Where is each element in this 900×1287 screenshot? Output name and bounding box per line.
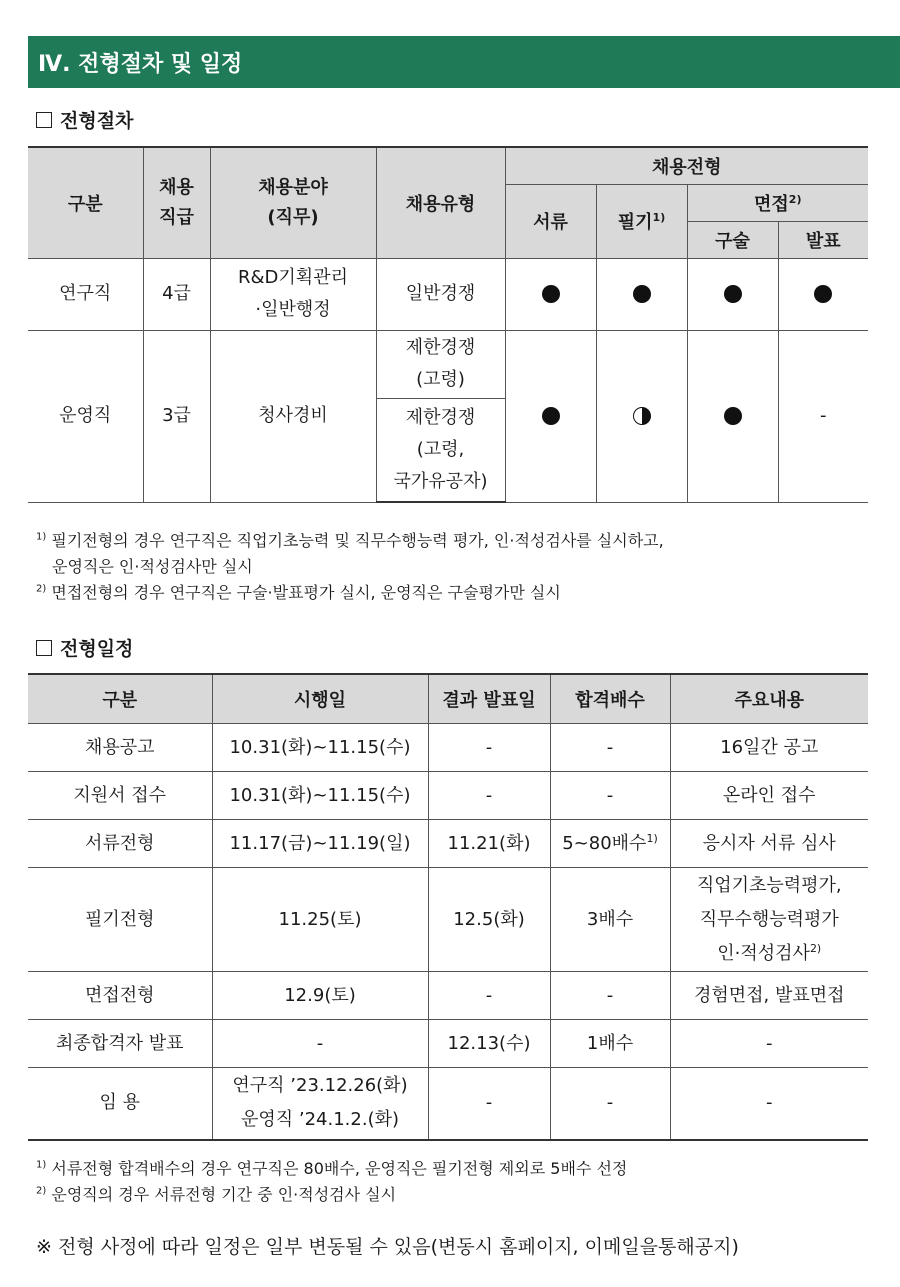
header-stages: 채용전형 (505, 147, 868, 184)
header-type: 채용유형 (376, 147, 505, 258)
table-row (28, 330, 868, 398)
table-row (28, 1020, 868, 1068)
cell-category: 운영직 (28, 330, 143, 502)
cell-document (505, 330, 596, 502)
cell-category: 면접전형 (28, 972, 212, 1020)
cell-date: 11.25(토) (212, 868, 428, 972)
cell-written (596, 330, 687, 502)
procedure-title-text: 전형절차 (60, 110, 134, 132)
checkbox-square-icon (36, 112, 52, 128)
procedure-title (36, 106, 133, 133)
table-row (28, 972, 868, 1020)
table-row (28, 1068, 868, 1140)
cell-multiple: - (550, 972, 670, 1020)
header-content: 주요내용 (670, 674, 868, 724)
table-row (28, 724, 868, 772)
cell-result: - (428, 772, 550, 820)
cell-category: 연구직 (28, 258, 143, 330)
header-interview: 면접$^{2)}$ (687, 184, 868, 221)
cell-oral (687, 330, 778, 502)
cell-type: 일반경쟁 (376, 258, 505, 330)
cell-content: 직업기초능력평가, 직무수행능력평가 인·적성검사$^{2)}$ (670, 868, 868, 972)
cell-date: - (212, 1020, 428, 1068)
cell-content: - (670, 1020, 868, 1068)
cell-category: 필기전형 (28, 868, 212, 972)
procedure-notes (36, 528, 664, 606)
cell-category: 임 용 (28, 1068, 212, 1140)
schedule-notes (36, 1156, 627, 1208)
cell-content: - (670, 1068, 868, 1140)
cell-result: 12.5(화) (428, 868, 550, 972)
header-category: 구분 (28, 147, 143, 258)
cell-grade: 4급 (143, 258, 210, 330)
final-note: ※ 전형 사정에 따라 일정은 일부 변동될 수 있음(변동시 홈페이지, 이메일을통해공지) (36, 1236, 739, 1258)
cell-date: 10.31(화)~11.15(수) (212, 772, 428, 820)
header-written: 필기$^{1)}$ (596, 184, 687, 258)
cell-content: 온라인 접수 (670, 772, 868, 820)
header-presentation: 발표 (778, 221, 868, 258)
cell-result: - (428, 1068, 550, 1140)
header-grade: 채용 직급 (143, 147, 210, 258)
header-category: 구분 (28, 674, 212, 724)
cell-oral (687, 258, 778, 330)
cell-category: 서류전형 (28, 820, 212, 868)
header-oral: 구술 (687, 221, 778, 258)
schedule-table (28, 673, 868, 1141)
table-row (28, 820, 868, 868)
cell-presentation (778, 258, 868, 330)
cell-content: 응시자 서류 심사 (670, 820, 868, 868)
cell-result: 11.21(화) (428, 820, 550, 868)
note-2: $^{2)}$ 운영직의 경우 서류전형 기간 중 인·적성검사 실시 (36, 1185, 397, 1204)
cell-result: - (428, 972, 550, 1020)
cell-date: 연구직 ’23.12.26(화) 운영직 ’24.1.2.(화) (212, 1068, 428, 1140)
cell-result: - (428, 724, 550, 772)
section-header: Ⅳ. 전형절차 및 일정 (28, 36, 900, 88)
cell-grade: 3급 (143, 330, 210, 502)
cell-field: 청사경비 (210, 330, 376, 502)
cell-content: 경험면접, 발표면접 (670, 972, 868, 1020)
header-field: 채용분야 (직무) (210, 147, 376, 258)
cell-content: 16일간 공고 (670, 724, 868, 772)
cell-category: 최종합격자 발표 (28, 1020, 212, 1068)
cell-multiple: - (550, 772, 670, 820)
cell-multiple: - (550, 724, 670, 772)
cell-field: R&D기획관리 ·일반행정 (210, 258, 376, 330)
cell-type-1: 제한경쟁 (고령) (376, 330, 505, 398)
cell-written (596, 258, 687, 330)
table-row (28, 772, 868, 820)
cell-date: 10.31(화)~11.15(수) (212, 724, 428, 772)
header-document: 서류 (505, 184, 596, 258)
cell-category: 채용공고 (28, 724, 212, 772)
cell-result: 12.13(수) (428, 1020, 550, 1068)
note-1: $^{1)}$ 필기전형의 경우 연구직은 직업기초능력 및 직무수행능력 평가, 인·적성검사를 실시하고, (36, 531, 664, 550)
note-1-cont: 운영직은 인·적성검사만 실시 (52, 557, 253, 576)
cell-category: 지원서 접수 (28, 772, 212, 820)
header-multiple: 합격배수 (550, 674, 670, 724)
table-row (28, 868, 868, 972)
cell-date: 11.17(금)~11.19(일) (212, 820, 428, 868)
half-circle-icon (633, 407, 651, 425)
cell-date: 12.9(토) (212, 972, 428, 1020)
cell-multiple: 1배수 (550, 1020, 670, 1068)
filled-circle-icon (542, 285, 560, 303)
header-result: 결과 발표일 (428, 674, 550, 724)
filled-circle-icon (724, 407, 742, 425)
table-row (28, 258, 868, 330)
procedure-table (28, 146, 868, 503)
note-2: $^{2)}$ 면접전형의 경우 연구직은 구술·발표평가 실시, 운영직은 구술평가만 실시 (36, 583, 561, 602)
filled-circle-icon (542, 407, 560, 425)
cell-type-2: 제한경쟁 (고령, 국가유공자) (376, 398, 505, 502)
cell-multiple: 5~80배수$^{1)}$ (550, 820, 670, 868)
filled-circle-icon (633, 285, 651, 303)
cell-document (505, 258, 596, 330)
cell-multiple: - (550, 1068, 670, 1140)
cell-multiple: 3배수 (550, 868, 670, 972)
header-date: 시행일 (212, 674, 428, 724)
cell-presentation: - (778, 330, 868, 502)
checkbox-square-icon (36, 640, 52, 656)
note-1: $^{1)}$ 서류전형 합격배수의 경우 연구직은 80배수, 운영직은 필기전형 제외로 5배수 선정 (36, 1159, 628, 1178)
filled-circle-icon (724, 285, 742, 303)
schedule-title (36, 634, 133, 661)
filled-circle-icon (814, 285, 832, 303)
schedule-title-text: 전형일정 (60, 638, 134, 660)
